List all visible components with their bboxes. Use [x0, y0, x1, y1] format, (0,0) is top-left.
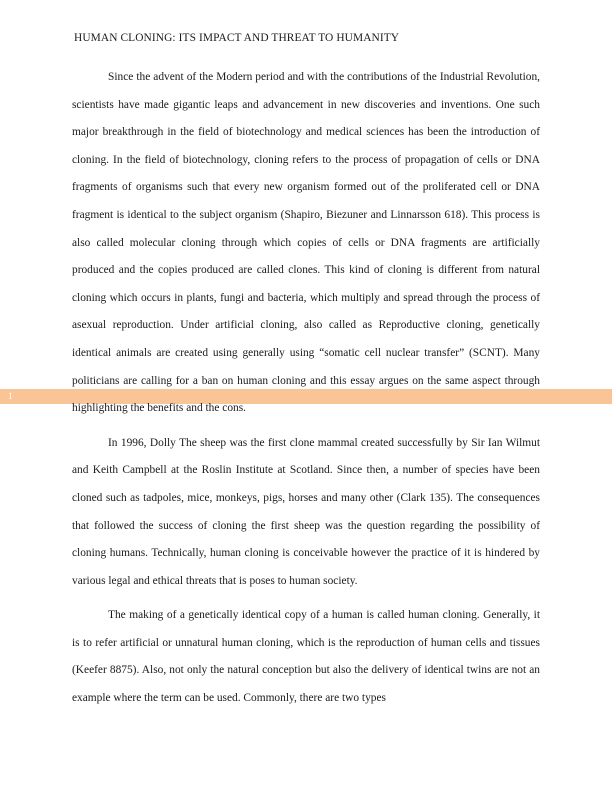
paragraph-definition: The making of a genetically identical copy of a human is called human cloning. Generally, it is to refer artificial or unnatural human cloning, which is the reproduction of human cells and tissues (Keefer 8875). Also, not only the natural conception but also the delivery of identical twins are not an example where the term can be used. Commonly, there are two types — [72, 609, 540, 705]
paragraph-intro: Since the advent of the Modern period and with the contributions of the Industrial Revolution, scientists have made gigantic leaps and advancement in new discoveries and inventions. One such major breakthrough in the field of biotechnology and medical sciences has been the introduction of cloning. In the field of biotechnology, cloning refers to the process of propagation of cells or DNA fragments of organisms such that every new organism formed out of the proliferated cell or DNA fragment is identical to the subject organism (Shapiro, Biezuner and Linnarsson 618). This process is also called molecular cloning through which copies of cells or DNA fragments are artificially produced and the copies produced are called clones. This kind of cloning is different from natural cloning which occurs in plants, fungi and bacteria, which multiply and spread through the process of asexual reproduction. Under artificial cloning, also called as Reproductive cloning, genetically identical animals are created using generally using “somatic cell nuclear transfer” (SCNT). Many politicians are calling for a ban on human cloning and this essay argues on the same aspect through highlighting the benefits and the cons. — [72, 71, 540, 415]
page-number: 1 — [8, 391, 13, 401]
paragraph-dolly: In 1996, Dolly The sheep was the first clone mammal created successfully by Sir Ian Wilmut and Keith Campbell at the Roslin Institute at Scotland. Since then, a number of species have been cloned such as tadpoles, mice, monkeys, pigs, horses and many other (Clark 135). The consequences that followed the success of cloning the first sheep was the question regarding the possibility of cloning humans. Technically, human cloning is conceivable however the practice of it is hindered by various legal and ethical threats that is poses to human society. — [72, 436, 540, 587]
body-text — [72, 64, 540, 720]
running-head: HUMAN CLONING: ITS IMPACT AND THREAT TO HUMANITY — [74, 32, 400, 44]
